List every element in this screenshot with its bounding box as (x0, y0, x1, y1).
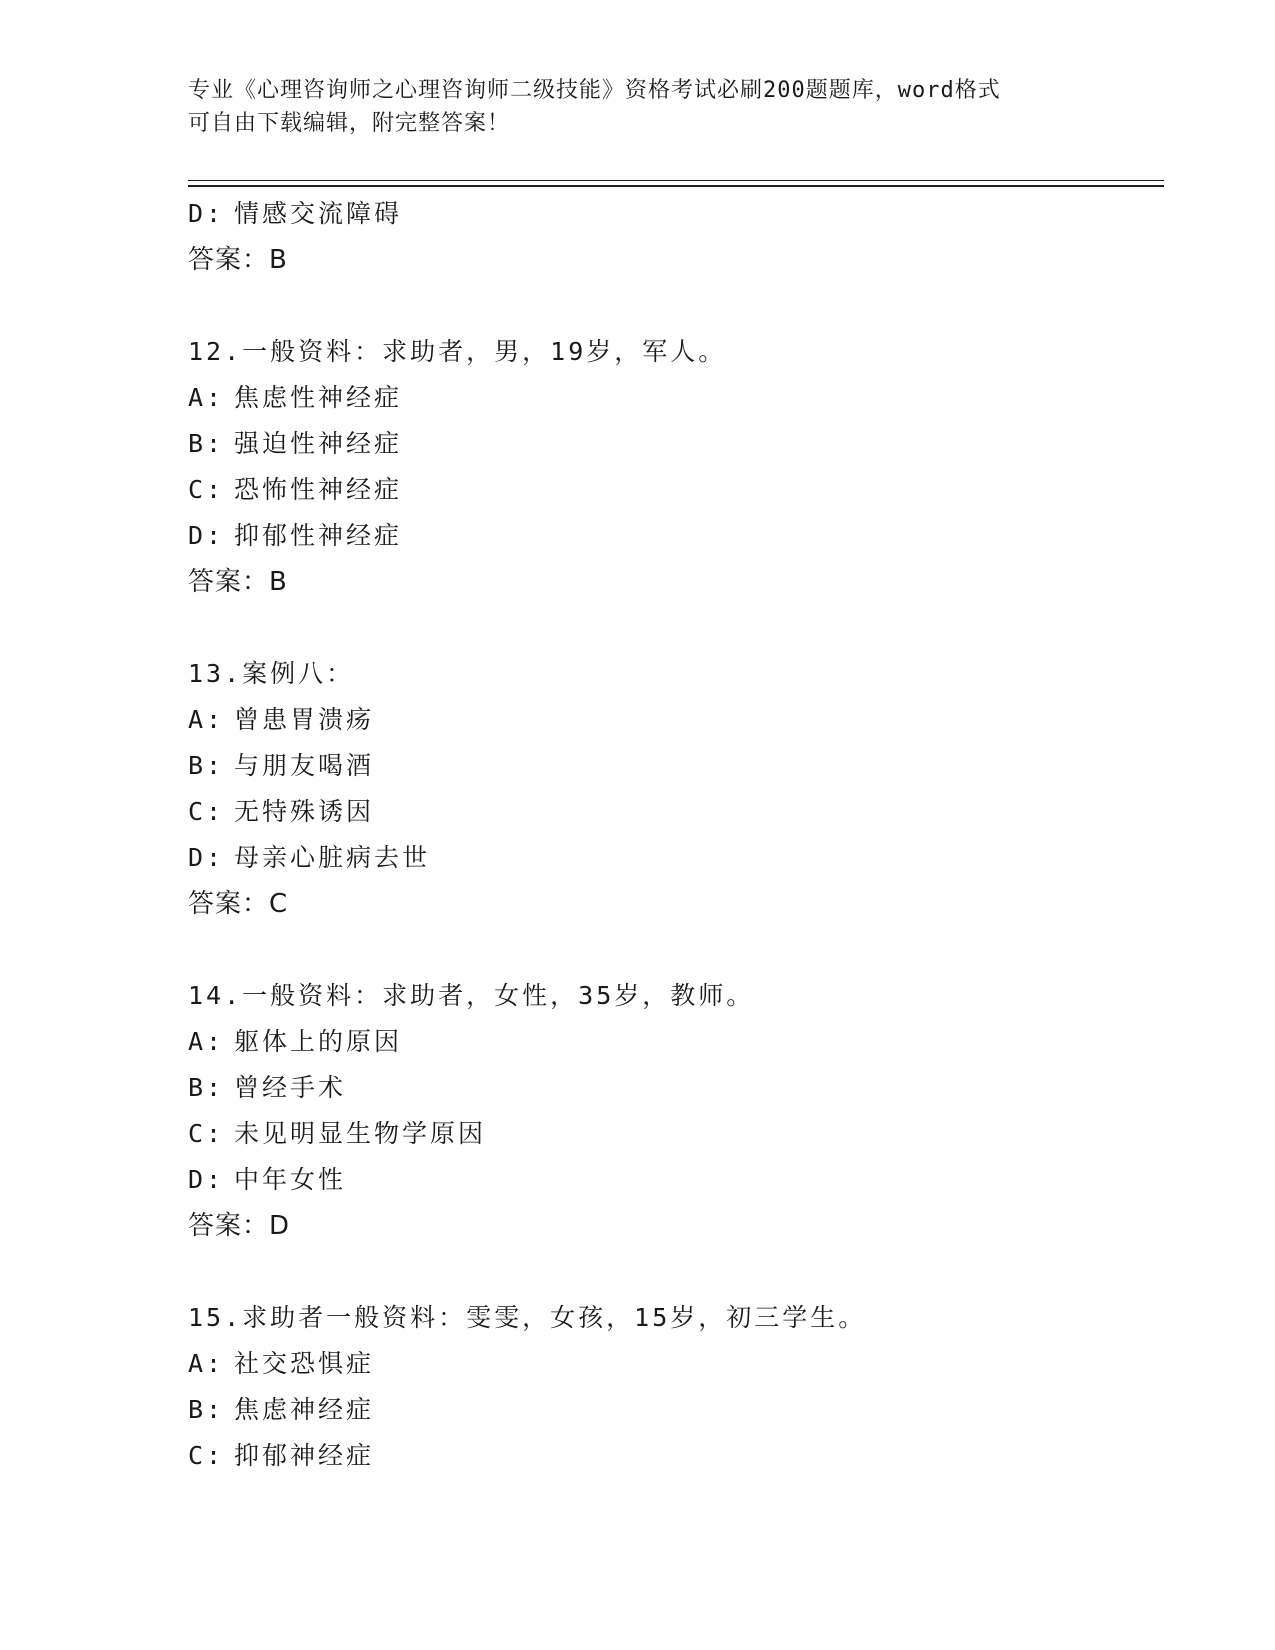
question-list (188, 191, 1164, 1479)
option-text: 焦虑性神经症 (234, 383, 403, 412)
option-label: D: (188, 1165, 225, 1194)
option-label: C: (188, 475, 225, 504)
option-text: 中年女性 (234, 1165, 347, 1194)
answer-line: 答案：B (188, 245, 288, 275)
option-d (188, 835, 1164, 881)
option-text: 情感交流障碍 (234, 199, 403, 228)
option-label: A: (188, 1027, 225, 1056)
option-b (188, 743, 1164, 789)
option-a (188, 375, 1164, 421)
option-label: C: (188, 1119, 225, 1148)
option-label: D: (188, 521, 225, 550)
option-a (188, 1019, 1164, 1065)
question-stem: 12.一般资料：求助者，男，19岁，军人。 (188, 337, 727, 366)
option-label: D: (188, 199, 225, 228)
option-c (188, 1433, 1164, 1479)
option-d (188, 1157, 1164, 1203)
option-d (188, 191, 1164, 237)
answer-line: 答案：C (188, 889, 289, 919)
option-b (188, 1065, 1164, 1111)
option-label: A: (188, 705, 225, 734)
option-text: 社交恐惧症 (234, 1349, 375, 1378)
option-label: B: (188, 1395, 225, 1424)
option-label: B: (188, 429, 225, 458)
answer-line: 答案：D (188, 1211, 291, 1241)
option-text: 抑郁性神经症 (234, 521, 403, 550)
option-text: 恐怖性神经症 (234, 475, 403, 504)
option-text: 曾患胃溃疡 (234, 705, 375, 734)
option-b (188, 421, 1164, 467)
option-label: A: (188, 1349, 225, 1378)
header-divider-thin (188, 180, 1164, 181)
option-label: D: (188, 843, 225, 872)
option-c (188, 1111, 1164, 1157)
option-text: 无特殊诱因 (234, 797, 375, 826)
page-header (188, 74, 1088, 140)
question-stem: 13.案例八： (188, 659, 355, 688)
question-item (188, 973, 1164, 1249)
answer-line: 答案：B (188, 567, 288, 597)
question-item (188, 329, 1164, 605)
option-a (188, 697, 1164, 743)
option-d (188, 513, 1164, 559)
option-label: B: (188, 1073, 225, 1102)
option-label: A: (188, 383, 225, 412)
option-label: B: (188, 751, 225, 780)
option-a (188, 1341, 1164, 1387)
option-b (188, 1387, 1164, 1433)
question-stem: 14.一般资料：求助者，女性，35岁，教师。 (188, 981, 755, 1010)
option-text: 抑郁神经症 (234, 1441, 375, 1470)
option-c (188, 467, 1164, 513)
option-c (188, 789, 1164, 835)
option-text: 母亲心脏病去世 (234, 843, 431, 872)
option-label: C: (188, 797, 225, 826)
option-text: 未见明显生物学原因 (234, 1119, 487, 1148)
question-item (188, 651, 1164, 927)
header-line-1: 专业《心理咨询师之心理咨询师二级技能》资格考试必刷200题题库，word格式 (188, 78, 1001, 103)
question-item (188, 1295, 1164, 1479)
option-text: 焦虑神经症 (234, 1395, 375, 1424)
option-text: 躯体上的原因 (234, 1027, 403, 1056)
header-divider-thick (188, 185, 1164, 187)
option-text: 曾经手术 (234, 1073, 347, 1102)
question-stem: 15.求助者一般资料：雯雯，女孩，15岁，初三学生。 (188, 1303, 867, 1332)
header-line-2: 可自由下载编辑，附完整答案！ (188, 111, 511, 136)
option-label: C: (188, 1441, 225, 1470)
option-text: 强迫性神经症 (234, 429, 403, 458)
option-text: 与朋友喝酒 (234, 751, 375, 780)
